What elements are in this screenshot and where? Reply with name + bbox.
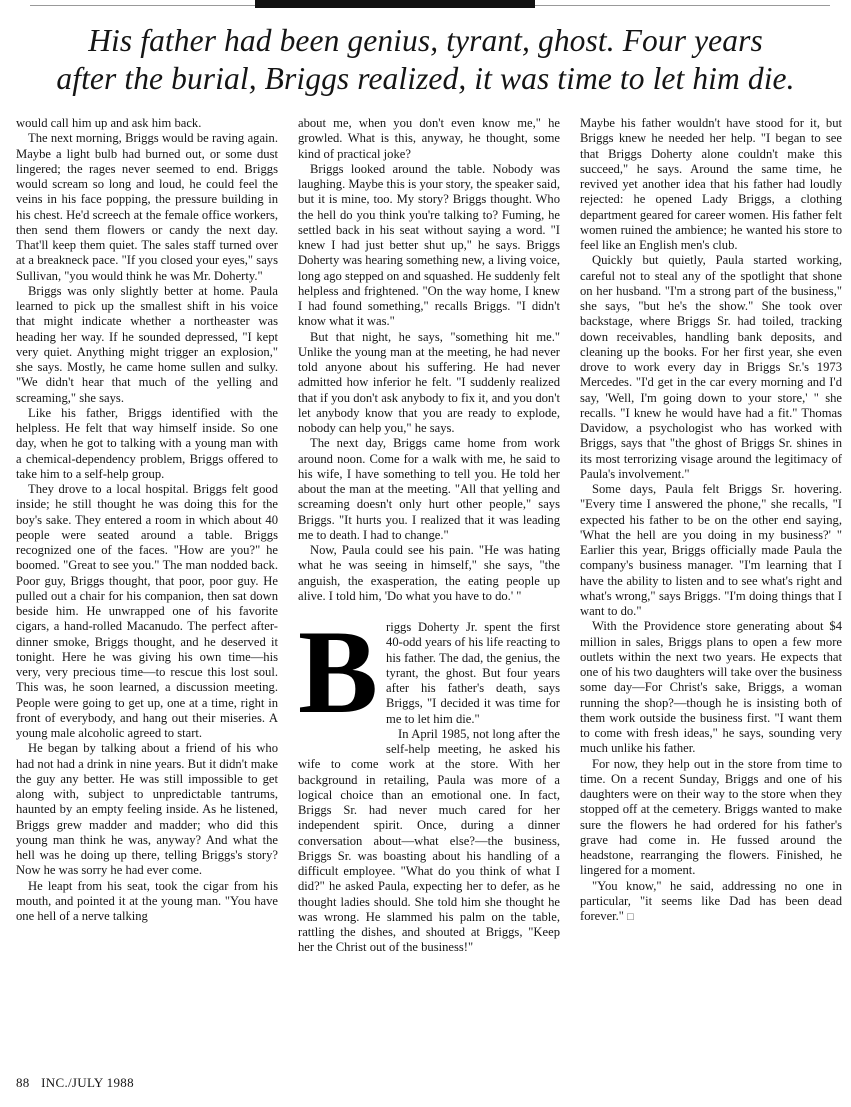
paragraph: They drove to a local hospital. Briggs felt good inside; he still thought he was doing this for the boy's sake. They entered a room in which about 40 people were seated around a table. Briggs recognized one of the faces. "How are you?" he boomed. "Great to see you." The man nodded back. Poor guy, Briggs thought, that poor, poor guy. He pulled out a chair for his companion, then sat down beside him. He unwrapped one of his favorite cigars, a hand-rolled Macanudo. The perfect after-dinner smoke, Briggs thought, and he deserved it tonight. Here he was giving his own time—his very, very precious time—to rescue this lost soul. This was, he soon learned, a discussion meeting. People were going to get up, one at a time, right in front of everybody, and hang out their miseries. A young male alcoholic agreed to start. [16,482,278,740]
headline [14,22,837,98]
lead-text: riggs Doherty Jr. spent the first 40-odd years of his life reacting to his father. The dad, the genius, the tyrant, the ghost. But four years after his father's death, says Briggs, "I decided it was time for me to let him die." [386,620,560,726]
paragraph: Briggs looked around the table. Nobody was laughing. Maybe this is your story, the speaker said, but it is mine, too. My story? Briggs thought. Who the hell do you think you're talking to? Fuming, he settled back in his seat without saying a word. "I knew I had just better shut up," he says. Briggs Doherty was hearing something new, a living voice, long ago stepped on and squashed. He suddenly felt helpless and frightened. "On the way home, I knew I had found something," recalls Briggs. "I didn't know what it was." [298,161,560,329]
end-mark: □ [627,911,634,923]
paragraph: Maybe his father wouldn't have stood for it, but Briggs knew he needed her help. "I began to see that Briggs Doherty alone couldn't make this succeed," he says. Around the same time, he revived yet another idea that his father had loudly rejected: he opened Lady Briggs, a clothing department geared for career women. His father felt women ruined the ambience; he wanted his store to feel like an English men's club. [580,116,842,252]
paragraph: In April 1985, not long after the self-help meeting, he asked his wife to come work at the store. With her background in retailing, Paula was more of a logical choice than an emotional one. In fact, Briggs Sr. had never much cared for her independent spirit. Once, during a dinner conversation about—what else?—the business, Briggs Sr. was boasting about his handling of a difficult employee. "What do you think of what I did?" he asked Paula, expecting her to defer, as he thought ladies should. She told him she thought he was wrong. He slammed his palm on the table, rattling the dishes, and shouted at Briggs, "Keep her the Christ out of the business!" [298,726,560,955]
paragraph: Briggs was only slightly better at home. Paula learned to pick up the smallest shift in his voice that might indicate whether a northeaster was heading her way. If he sounded depressed, "I kept very quiet. Anything might trigger an explosion," she says. Mostly, he came home sullen and sulky. "We didn't hear that much of the yelling and screaming," she says. [16,283,278,405]
drop-cap: B [298,605,379,738]
top-bar [255,0,535,8]
paragraph: For now, they help out in the store from time to time. On a recent Sunday, Briggs and one of his daughters were on their way to the store when they stopped off at the cemetery. Briggs wanted to make sure the flowers he had ordered for his father's grave had come in. He fussed around the headstone, rearranging the flowers. Finished, he lingered for a moment. [580,756,842,878]
page-footer [16,1075,142,1091]
paragraph: But that night, he says, "something hit me." Unlike the young man at the meeting, he had never told anyone about his suffering. He had never admitted how inferior he felt. "I suddenly realized that if you don't ask anybody to fix it, and you don't let anybody know that you are ready to explode, nobody can help you," he says. [298,329,560,435]
paragraph: Some days, Paula felt Briggs Sr. hovering. "Every time I answered the phone," she recalls, "I expected his father to be on the other end saying, 'What the hell are you doing in my business?' " Earlier this year, Briggs officially made Paula the company's business manager. "I'm learning that I have the ability to listen and to see what's right and what's wrong," says Briggs. "I'm doing things that I want to do." [580,482,842,618]
page-number: 88 [16,1075,30,1090]
article-body [16,116,842,1056]
paragraph: He began by talking about a friend of his who had not had a drink in nine years. But it didn't make the guy any better. He was still impossible to get along with, subject to unpredictable tantrums, haunted by an empty feeling inside. As he listened, Briggs grew madder and madder; who did this young man think he was, anyway? And what the hell was he doing up there, telling Briggs's story? Now he was sorry he had ever come. [16,741,278,878]
final-text: "You know," he said, addressing no one in particular, "it seems like Dad has been dead forever." [580,878,842,923]
paragraph: He leapt from his seat, took the cigar from his mouth, and pointed it at the young man. "You have one hell of a nerve talking [16,878,278,923]
headline-line-2: after the burial, Briggs realized, it was time to let him die. [56,61,795,96]
paragraph: The next day, Briggs came home from work around noon. Come for a walk with me, he said to his wife, I have something to tell you. He told her about the man at the meeting. "All that yelling and screaming doesn't only hurt other people," says Briggs. "It hurts you. I realized that it was leading me to death. I had to change." [298,436,560,542]
paragraph: about me, when you don't even know me," he growled. What is this, anyway, he thought, some kind of practical joke? [298,116,560,161]
publication-date: INC./JULY 1988 [41,1075,134,1090]
paragraph: Quickly but quietly, Paula started working, careful not to steal any of the spotlight that shone on her husband. "I'm a strong part of the business," she says, "but he's the show." She took over backstage, where Briggs Sr. had toiled, tracking down receivables, handling bank deposits, and cleaning up the books. For her first year, she even drove to work every day in Briggs Sr.'s 1973 Mercedes. "I'd get in the car every morning and I'd say, 'Well, I'm going down to your store,' " she recalls. "I knew he would have had a fit." Thomas Davidow, a psychologist who has worked with Briggs, says that "the ghost of Briggs Sr. shines in its most terrorizing visage around the legitimacy of Paula's involvement." [580,253,842,481]
headline-line-1: His father had been genius, tyrant, ghost. Four years [88,23,763,58]
final-paragraph [580,879,842,926]
paragraph: With the Providence store generating about $4 million in sales, Briggs plans to open a few more outlets within the next two years. He expects that one of his two daughters will take over the business some day—For Christ's sake, Briggs, a woman running the shop?—though he is insisting both of them work outside the business first. "I want them to come with fresh ideas," he says, sounding very much unlike his father. [580,619,842,756]
paragraph: Now, Paula could see his pain. "He was hating what he was seeing in himself," she says, "the anguish, the exasperation, the eating people up alive. I told him, 'Do what you have to do.' " [298,543,560,603]
paragraph: The next morning, Briggs would be raving again. Maybe a light bulb had burned out, or some dust lingered; the rages never seemed to end. Briggs would scream so long and loud, he could feel the veins in his face popping, the pressure building in his chest. He'd screech at the female office workers, then send them flowers or candy the next day. That'll keep them quiet. The sales staff turned over at a breakneck pace. "If you closed your eyes," says Sullivan, "you would think he was Mr. Doherty." [16,131,278,283]
paragraph: Like his father, Briggs identified with the helpless. He felt that way himself inside. So one day, when he got to talking with a young man with a chemical-dependency problem, Briggs offered to take him to a self-help group. [16,405,278,481]
paragraph: would call him up and ask him back. [16,116,202,130]
lead-paragraph [298,605,560,738]
